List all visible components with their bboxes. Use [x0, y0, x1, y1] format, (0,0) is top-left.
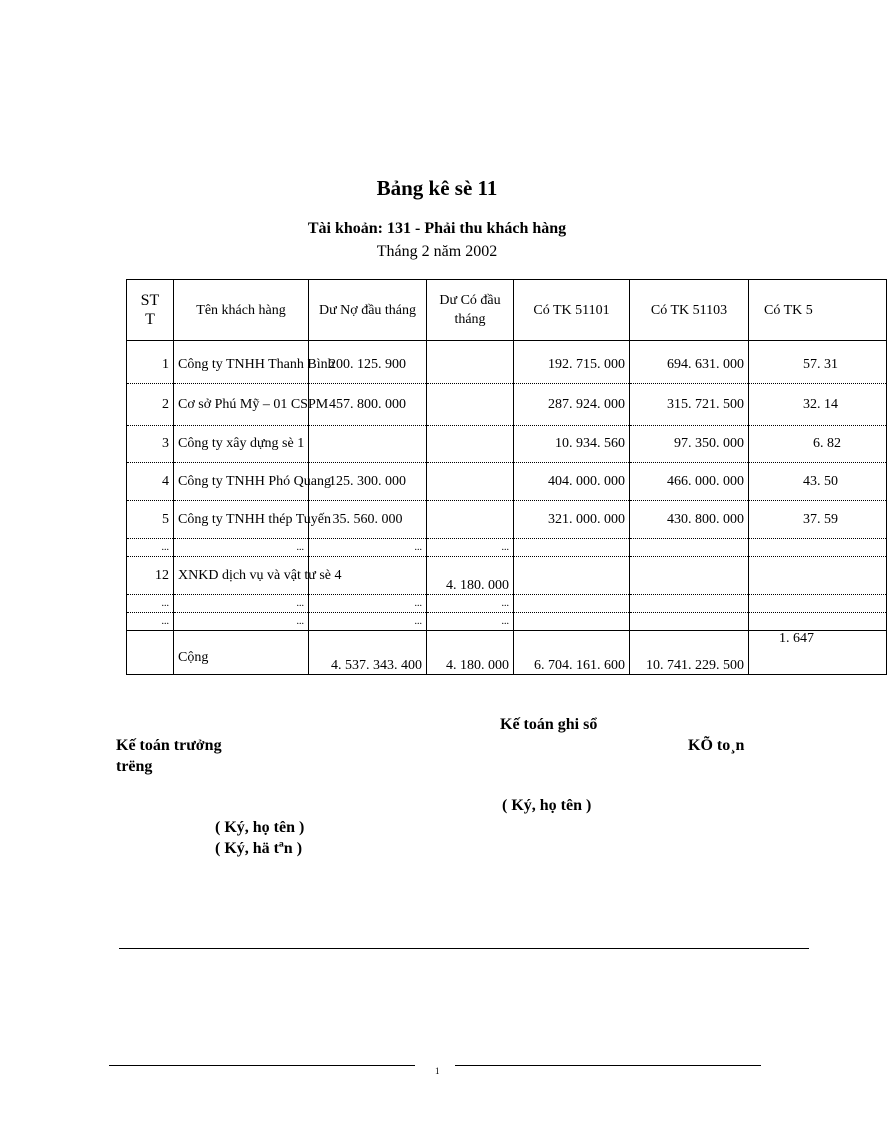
row-credit-51101: 10. 934. 560 — [514, 426, 630, 463]
row-stt: ... — [127, 539, 174, 557]
row-stt: 1 — [127, 341, 174, 384]
row-customer-name: Công ty TNHH Thanh Bình — [174, 341, 309, 384]
row-opening-credit — [427, 341, 514, 384]
row-stt: 3 — [127, 426, 174, 463]
row-credit-next — [749, 539, 887, 557]
row-opening-debit — [309, 426, 427, 463]
row-credit-next: 43. 50 — [749, 463, 887, 501]
row-stt: 4 — [127, 463, 174, 501]
row-credit-next: 57. 31 — [749, 341, 887, 384]
row-customer-name: ... — [174, 613, 309, 631]
row-credit-51101: 287. 924. 000 — [514, 384, 630, 426]
signature-chief-accountant-label: Kế toán trưởng — [116, 737, 222, 754]
row-customer-name: ... — [174, 539, 309, 557]
total-opening-debit: 4. 537. 343. 400 — [309, 631, 427, 675]
row-opening-debit: 125. 300. 000 — [309, 463, 427, 501]
row-credit-51101: 321. 000. 000 — [514, 501, 630, 539]
row-opening-credit — [427, 501, 514, 539]
header-credit-51101: Có TK 51101 — [514, 280, 630, 341]
row-customer-name: XNKD dịch vụ và vật tư sè 4 — [174, 557, 309, 595]
signature-bookkeeper-label: Kế toán ghi sổ — [500, 716, 598, 733]
table-row-ellipsis — [127, 613, 887, 631]
header-customer-name: Tên khách hàng — [174, 280, 309, 341]
table-row-ellipsis — [127, 539, 887, 557]
row-opening-credit: ... — [427, 613, 514, 631]
signature-chief-sign-hint: ( Ký, họ tên ) — [215, 819, 305, 836]
row-opening-debit: ... — [309, 595, 427, 613]
header-stt: ST T — [127, 280, 174, 341]
ledger-table — [126, 279, 887, 675]
header-opening-debit: Dư Nợ đầu tháng — [309, 280, 427, 341]
report-month: Tháng 2 năm 2002 — [376, 243, 498, 260]
signature-accountant-right-label: KÕ to¸n — [688, 737, 745, 754]
row-opening-debit: 35. 560. 000 — [309, 501, 427, 539]
footer-line-left — [109, 1065, 415, 1066]
row-opening-debit: ... — [309, 613, 427, 631]
signature-bookkeeper-sign-hint: ( Ký, họ tên ) — [502, 797, 592, 814]
table-total-row — [127, 631, 887, 675]
row-credit-51103 — [630, 595, 749, 613]
header-credit-51103: Có TK 51103 — [630, 280, 749, 341]
table-row — [127, 463, 887, 501]
row-opening-credit — [427, 463, 514, 501]
row-credit-next: 6. 82 — [749, 426, 887, 463]
table-row-ellipsis — [127, 595, 887, 613]
row-credit-51101 — [514, 613, 630, 631]
signature-chief-sign-hint-garbled: ( Ký, hä tªn ) — [215, 840, 303, 857]
account-subtitle: Tài khoản: 131 - Phải thu khách hàng — [307, 220, 567, 237]
total-credit-51103: 10. 741. 229. 500 — [630, 631, 749, 675]
row-credit-51103: 694. 631. 000 — [630, 341, 749, 384]
total-label: Cộng — [174, 631, 309, 675]
row-credit-next — [749, 557, 887, 595]
row-credit-51103 — [630, 557, 749, 595]
table-row — [127, 426, 887, 463]
total-opening-credit: 4. 180. 000 — [427, 631, 514, 675]
row-opening-credit — [427, 384, 514, 426]
row-stt: 5 — [127, 501, 174, 539]
row-credit-next — [749, 595, 887, 613]
row-credit-next: 37. 59 — [749, 501, 887, 539]
row-credit-51101 — [514, 595, 630, 613]
row-credit-next: 32. 14 — [749, 384, 887, 426]
total-credit-51101: 6. 704. 161. 600 — [514, 631, 630, 675]
table-header-row — [127, 280, 887, 341]
row-stt: 2 — [127, 384, 174, 426]
row-credit-51101: 404. 000. 000 — [514, 463, 630, 501]
row-credit-51103: 430. 800. 000 — [630, 501, 749, 539]
row-credit-next — [749, 613, 887, 631]
row-opening-credit — [427, 426, 514, 463]
row-customer-name: Cơ sở Phú Mỹ – 01 CSPM — [174, 384, 309, 426]
row-opening-credit: ... — [427, 595, 514, 613]
row-credit-51103: 97. 350. 000 — [630, 426, 749, 463]
row-opening-debit: ... — [309, 539, 427, 557]
footer-line-right — [455, 1065, 761, 1066]
row-credit-51103 — [630, 539, 749, 557]
row-opening-credit: ... — [427, 539, 514, 557]
footer-divider — [119, 948, 809, 949]
header-credit-next: Có TK 5 — [749, 280, 887, 341]
table-row — [127, 384, 887, 426]
row-credit-51103 — [630, 613, 749, 631]
signature-chief-accountant-label-garbled: trëng — [116, 758, 153, 775]
row-credit-51101 — [514, 557, 630, 595]
row-credit-51101 — [514, 539, 630, 557]
row-stt: ... — [127, 595, 174, 613]
total-credit-next: 1. 647 — [749, 631, 887, 675]
row-customer-name: ... — [174, 595, 309, 613]
row-customer-name: Công ty TNHH Phó Quang — [174, 463, 309, 501]
report-title: Bảng kê sè 11 — [376, 176, 498, 200]
row-opening-debit: 200. 125. 900 — [309, 341, 427, 384]
row-credit-51103: 466. 000. 000 — [630, 463, 749, 501]
header-opening-credit: Dư Có đầu tháng — [427, 280, 514, 341]
row-customer-name: Công ty xây dựng sè 1 — [174, 426, 309, 463]
page-number: 1 — [435, 1066, 440, 1076]
row-credit-51103: 315. 721. 500 — [630, 384, 749, 426]
row-opening-credit: 4. 180. 000 — [427, 557, 514, 595]
row-stt: ... — [127, 613, 174, 631]
row-stt: 12 — [127, 557, 174, 595]
table-row — [127, 557, 887, 595]
table-row — [127, 501, 887, 539]
row-credit-51101: 192. 715. 000 — [514, 341, 630, 384]
table-row — [127, 341, 887, 384]
total-stt — [127, 631, 174, 675]
row-opening-debit: 457. 800. 000 — [309, 384, 427, 426]
row-customer-name: Công ty TNHH thép Tuyến — [174, 501, 309, 539]
